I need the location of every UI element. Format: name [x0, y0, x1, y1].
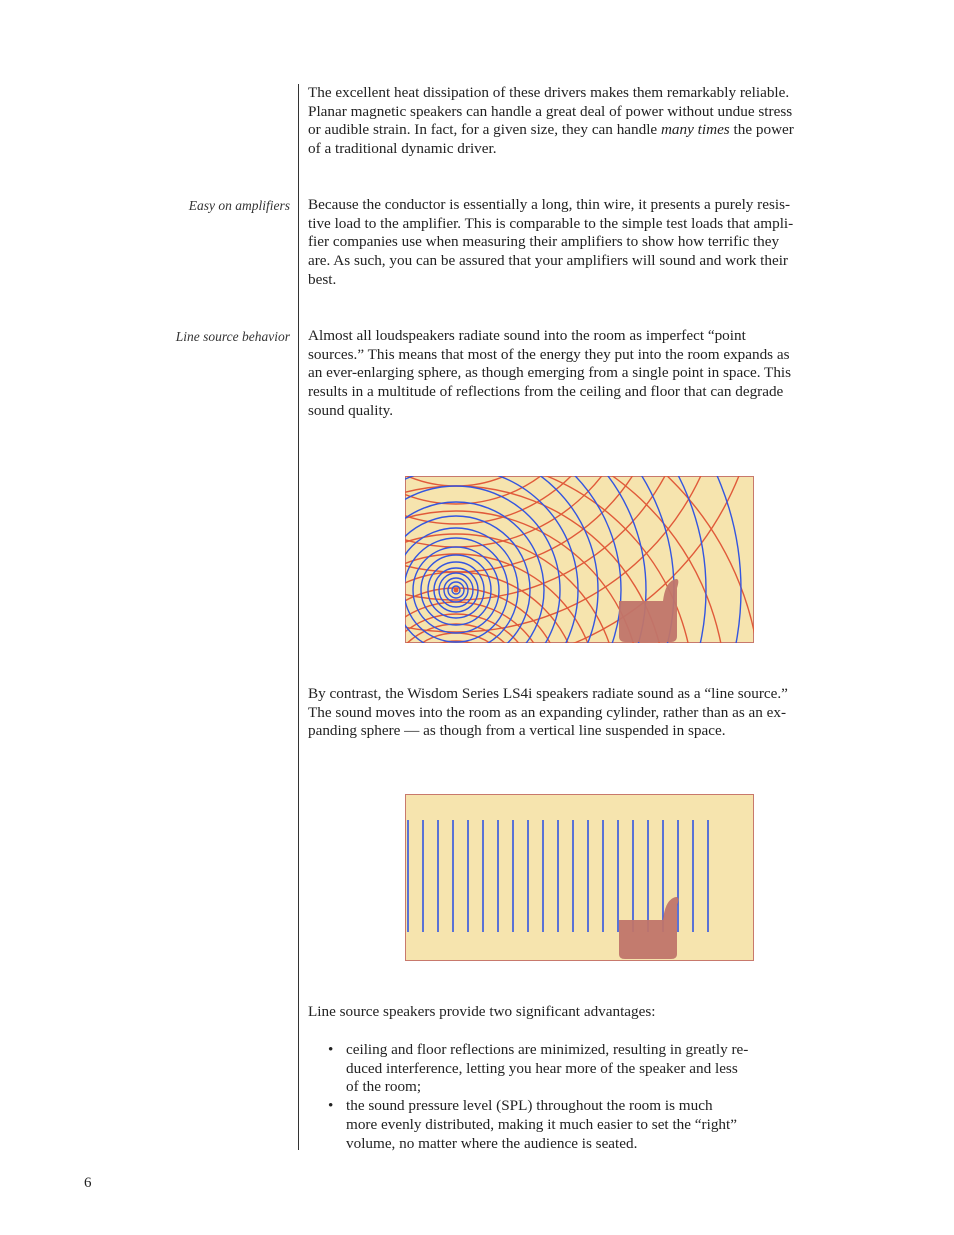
- bullet-icon: •: [328, 1097, 334, 1115]
- column-divider: [298, 84, 299, 1150]
- wave-group: [408, 820, 708, 932]
- point-source-paragraph: Almost all loudspeakers radiate sound into the room as imperfect “point sources.” This means that most of the energy they put into the room expands as an ever-enlarging sphere, as though emerging from a single point in space. This results in a multitude of reflections from the ceiling and floor that can degrade sound quality.: [308, 327, 792, 419]
- advantages-list: [328, 1041, 808, 1153]
- conductor-paragraph: Because the conductor is essentially a long, thin wire, it presents a purely resis- tive load to the amplifier. This is comparable to the simple test loads that ampli- fier companies use when measuring their amplifiers to show how terrific they are. As such, you can be assured that your amplifiers will sound and work their best.: [308, 196, 794, 288]
- speaker-point: [454, 588, 459, 593]
- list-item: • the sound pressure level (SPL) throughout the room is much more evenly distributed, making it much easier to set the “right” volume, no matter where the audience is seated.: [328, 1097, 737, 1152]
- bullet-icon: •: [328, 1041, 334, 1058]
- advantages-intro: Line source speakers provide two significant advantages:: [308, 1003, 656, 1020]
- line-source-diagram: [405, 794, 754, 961]
- point-source-diagram: [405, 476, 754, 643]
- page-number: 6: [84, 1175, 92, 1191]
- emphasis-many-times: many times: [660, 121, 730, 139]
- line-source-paragraph: By contrast, the Wisdom Series LS4i speakers radiate sound as a “line source.” The sound moves into the room as an expanding cylinder, rather than as an ex- panding sphere — as though from a vertical line suspended in space.: [308, 685, 788, 740]
- heat-dissipation-paragraph: The excellent heat dissipation of these drivers makes them remarkably reliable. Planar magnetic speakers can handle a great deal of power without undue stress or audible strain. In fact, for a given size, they can handle many times the power of a traditional dynamic driver.: [308, 84, 794, 158]
- sidebar-heading-amplifiers: Easy on amplifiers: [188, 198, 290, 213]
- room-background: [406, 795, 754, 961]
- list-item: • ceiling and floor reflections are minimized, resulting in greatly re- duced interference, letting you hear more of the speaker and less of the room;: [328, 1041, 749, 1096]
- sidebar-heading-line-source: Line source behavior: [175, 329, 290, 344]
